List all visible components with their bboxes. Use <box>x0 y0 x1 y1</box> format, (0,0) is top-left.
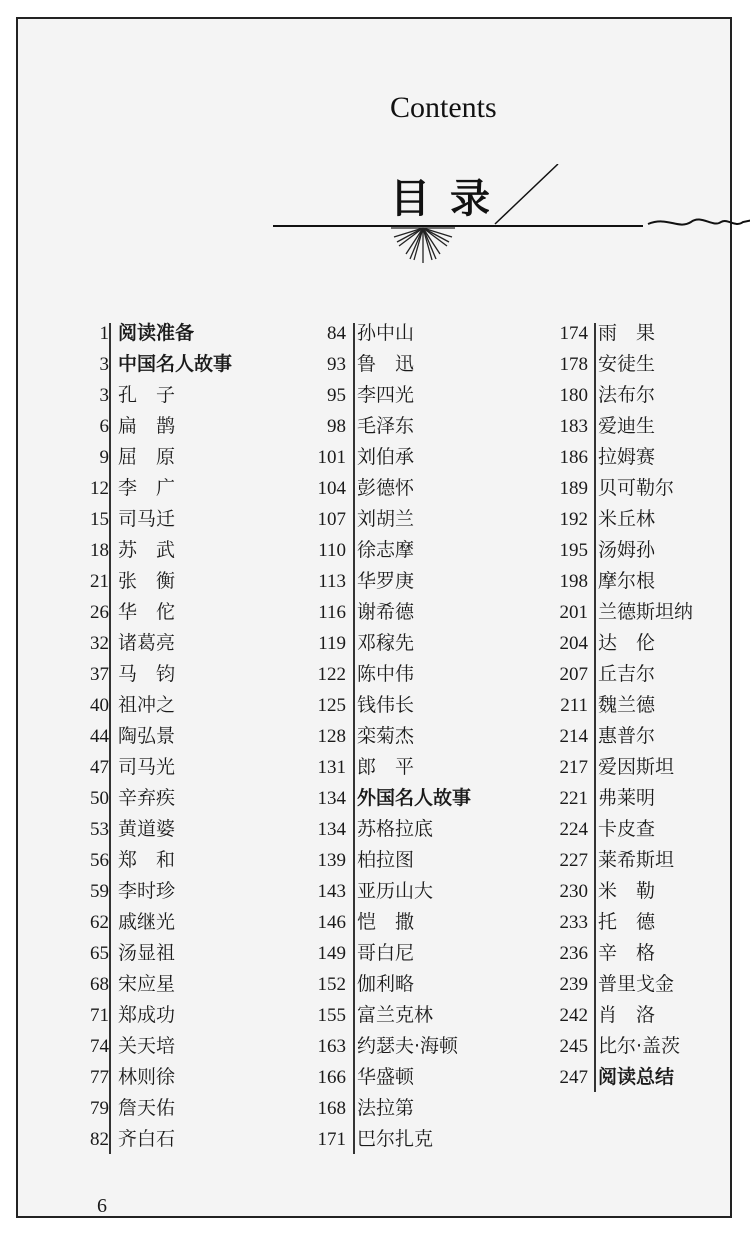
toc-page-number: 211 <box>560 695 588 716</box>
toc-page-number: 183 <box>559 416 588 437</box>
toc-person-name: 辛弃疾 <box>118 787 176 809</box>
toc-person-name: 弗莱明 <box>598 787 656 809</box>
toc-person-name: 米 勒 <box>598 880 656 902</box>
toc-person-name: 齐白石 <box>118 1128 176 1150</box>
toc-page-number: 155 <box>317 1005 346 1026</box>
toc-page-number: 79 <box>90 1098 109 1119</box>
toc-person-name: 普里戈金 <box>598 973 675 995</box>
toc-person-name: 彭德怀 <box>357 477 415 499</box>
toc-person-name: 摩尔根 <box>598 570 656 592</box>
toc-person-name: 屈 原 <box>118 446 176 468</box>
toc-page-number: 125 <box>317 695 346 716</box>
column-separator <box>594 323 596 1092</box>
toc-person-name: 亚历山大 <box>357 880 434 902</box>
toc-person-name: 拉姆赛 <box>598 446 656 468</box>
toc-person-name: 李时珍 <box>118 880 176 902</box>
toc-page-number: 166 <box>317 1067 346 1088</box>
toc-person-name: 达 伦 <box>598 632 656 654</box>
toc-person-name: 惠普尔 <box>598 725 656 747</box>
toc-person-name: 刘伯承 <box>357 446 415 468</box>
toc-page-number: 139 <box>317 850 346 871</box>
toc-page-number: 95 <box>327 385 346 406</box>
toc-person-name: 司马迁 <box>118 508 176 530</box>
toc-person-name: 贝可勒尔 <box>598 477 675 499</box>
title-english: Contents <box>390 91 497 124</box>
toc-page-number: 77 <box>90 1067 109 1088</box>
toc-page-number: 134 <box>317 788 346 809</box>
toc-person-name: 钱伟长 <box>357 694 415 716</box>
toc-page-number: 189 <box>559 478 588 499</box>
toc-person-name: 恺 撒 <box>357 911 415 933</box>
toc-person-name: 约瑟夫·海顿 <box>357 1035 459 1057</box>
toc-person-name: 华 佗 <box>118 601 176 623</box>
toc-person-name: 孙中山 <box>357 322 415 344</box>
toc-page-number: 74 <box>90 1036 109 1057</box>
toc-page-number: 168 <box>317 1098 346 1119</box>
toc-page-number: 163 <box>317 1036 346 1057</box>
toc-page-number: 178 <box>559 354 588 375</box>
toc-section-heading: 阅读总结 <box>598 1066 675 1088</box>
toc-person-name: 汤显祖 <box>118 942 176 964</box>
toc-person-name: 陶弘景 <box>118 725 176 747</box>
toc-page-number: 131 <box>317 757 346 778</box>
toc-page-number: 221 <box>559 788 588 809</box>
toc-page-number: 93 <box>327 354 346 375</box>
toc-page-number: 247 <box>559 1067 588 1088</box>
toc-person-name: 苏格拉底 <box>357 818 434 840</box>
toc-page-number: 198 <box>559 571 588 592</box>
toc-page-number: 204 <box>559 633 588 654</box>
toc-person-name: 米丘林 <box>598 508 656 530</box>
toc-person-name: 黄道婆 <box>118 818 176 840</box>
toc-page-number: 53 <box>90 819 109 840</box>
toc-person-name: 苏 武 <box>118 539 176 561</box>
toc-person-name: 宋应星 <box>118 973 176 995</box>
toc-page-number: 180 <box>559 385 588 406</box>
toc-person-name: 林则徐 <box>118 1066 176 1088</box>
toc-page-number: 192 <box>559 509 588 530</box>
toc-person-name: 徐志摩 <box>357 539 415 561</box>
toc-person-name: 莱希斯坦 <box>598 849 675 871</box>
toc-page-number: 134 <box>317 819 346 840</box>
toc-page-number: 68 <box>90 974 109 995</box>
toc-page-number: 32 <box>90 633 109 654</box>
toc-section-heading: 中国名人故事 <box>118 353 233 375</box>
toc-page-number: 186 <box>559 447 588 468</box>
toc-person-name: 爱因斯坦 <box>598 756 675 778</box>
toc-page-number: 236 <box>559 943 588 964</box>
toc-person-name: 李 广 <box>118 477 176 499</box>
toc-page-number: 233 <box>559 912 588 933</box>
toc-person-name: 法拉第 <box>357 1097 415 1119</box>
toc-page-number: 217 <box>559 757 588 778</box>
title-chinese: 目录 <box>390 176 510 222</box>
toc-page-number: 9 <box>99 447 109 468</box>
toc-person-name: 爱迪生 <box>598 415 656 437</box>
toc-person-name: 司马光 <box>118 756 176 778</box>
toc-page-number: 37 <box>90 664 109 685</box>
toc-person-name: 谢希德 <box>357 601 415 623</box>
toc-person-name: 扁 鹊 <box>118 415 176 437</box>
toc-person-name: 栾菊杰 <box>357 725 415 747</box>
toc-person-name: 郑成功 <box>118 1004 176 1026</box>
toc-person-name: 邓稼先 <box>357 632 415 654</box>
toc-page-number: 230 <box>559 881 588 902</box>
toc-page-number: 44 <box>90 726 109 747</box>
toc-person-name: 郑 和 <box>118 849 176 871</box>
toc-page-number: 15 <box>90 509 109 530</box>
toc-page-number: 239 <box>559 974 588 995</box>
toc-person-name: 辛 格 <box>598 942 656 964</box>
toc-person-name: 祖冲之 <box>118 694 176 716</box>
flourish-icon <box>648 219 750 224</box>
toc-page-number: 82 <box>90 1129 109 1150</box>
toc-person-name: 托 德 <box>598 911 656 933</box>
column-separator <box>353 323 355 1154</box>
toc-person-name: 法布尔 <box>598 384 656 406</box>
toc-page-number: 40 <box>90 695 109 716</box>
toc-page-number: 104 <box>317 478 346 499</box>
toc-page-number: 143 <box>317 881 346 902</box>
toc-person-name: 哥白尼 <box>357 942 415 964</box>
toc-page-number: 71 <box>90 1005 109 1026</box>
toc-page-number: 116 <box>318 602 346 623</box>
toc-page-number: 62 <box>90 912 109 933</box>
toc-person-name: 卡皮查 <box>598 818 656 840</box>
toc-page-number: 26 <box>90 602 109 623</box>
toc-person-name: 肖 洛 <box>598 1004 656 1026</box>
toc-person-name: 诸葛亮 <box>118 632 176 654</box>
toc-page-number: 56 <box>90 850 109 871</box>
toc-person-name: 魏兰德 <box>598 694 656 716</box>
toc-page-number: 21 <box>90 571 109 592</box>
toc-person-name: 巴尔扎克 <box>357 1128 434 1150</box>
toc-page-number: 195 <box>559 540 588 561</box>
toc-person-name: 关天培 <box>118 1035 176 1057</box>
toc-person-name: 郎 平 <box>357 756 415 778</box>
toc-page-number: 119 <box>318 633 346 654</box>
toc-person-name: 刘胡兰 <box>357 508 415 530</box>
toc-person-name: 华盛顿 <box>357 1066 415 1088</box>
toc-person-name: 安徒生 <box>598 353 656 375</box>
toc-person-name: 汤姆孙 <box>598 539 656 561</box>
sunburst-icon <box>391 228 455 263</box>
toc-page-number: 18 <box>90 540 109 561</box>
toc-person-name: 李四光 <box>357 384 415 406</box>
toc-page-number: 201 <box>559 602 588 623</box>
toc-page-number: 3 <box>99 385 109 406</box>
toc-page-number: 1 <box>99 323 109 344</box>
toc-page-number: 47 <box>90 757 109 778</box>
page-number: 6 <box>97 1195 107 1217</box>
toc-person-name: 陈中伟 <box>357 663 415 685</box>
toc-page-number: 113 <box>318 571 346 592</box>
toc-person-name: 戚继光 <box>118 911 176 933</box>
toc-page-number: 101 <box>317 447 346 468</box>
toc-page-number: 3 <box>99 354 109 375</box>
toc-page-number: 227 <box>559 850 588 871</box>
toc-page-number: 59 <box>90 881 109 902</box>
toc-page-number: 12 <box>90 478 109 499</box>
toc-person-name: 柏拉图 <box>357 849 415 871</box>
toc-page-number: 107 <box>317 509 346 530</box>
toc-person-name: 华罗庚 <box>357 570 415 592</box>
toc-person-name: 丘吉尔 <box>598 663 656 685</box>
toc-page-number: 65 <box>90 943 109 964</box>
toc-page-number: 245 <box>559 1036 588 1057</box>
toc-page-number: 174 <box>559 323 588 344</box>
toc-person-name: 富兰克林 <box>357 1004 434 1026</box>
toc-section-heading: 外国名人故事 <box>357 787 472 809</box>
toc-person-name: 张 衡 <box>118 570 176 592</box>
toc-person-name: 马 钧 <box>118 663 176 685</box>
toc-page-number: 242 <box>559 1005 588 1026</box>
toc-page-number: 146 <box>317 912 346 933</box>
toc-person-name: 伽利略 <box>357 973 415 995</box>
toc-person-name: 比尔·盖茨 <box>598 1035 681 1057</box>
toc-page-number: 128 <box>317 726 346 747</box>
toc-page-number: 207 <box>559 664 588 685</box>
toc-page-number: 6 <box>99 416 109 437</box>
toc-page-number: 224 <box>559 819 588 840</box>
toc-person-name: 孔 子 <box>118 384 176 406</box>
toc-page-number: 50 <box>90 788 109 809</box>
toc-page-number: 171 <box>317 1129 346 1150</box>
toc-person-name: 兰德斯坦纳 <box>598 601 694 623</box>
column-separator <box>109 323 111 1154</box>
toc-page-number: 214 <box>559 726 588 747</box>
toc-page-number: 110 <box>318 540 346 561</box>
toc-person-name: 鲁 迅 <box>357 353 415 375</box>
book-page <box>16 17 732 1218</box>
toc-page-number: 84 <box>327 323 346 344</box>
toc-person-name: 詹天佑 <box>118 1097 176 1119</box>
title-decoration <box>273 164 750 274</box>
toc-page-number: 149 <box>317 943 346 964</box>
toc-person-name: 毛泽东 <box>357 415 415 437</box>
toc-page-number: 122 <box>317 664 346 685</box>
toc-person-name: 雨 果 <box>598 322 656 344</box>
toc-section-heading: 阅读准备 <box>118 322 195 344</box>
toc-page-number: 98 <box>327 416 346 437</box>
toc-page-number: 152 <box>317 974 346 995</box>
